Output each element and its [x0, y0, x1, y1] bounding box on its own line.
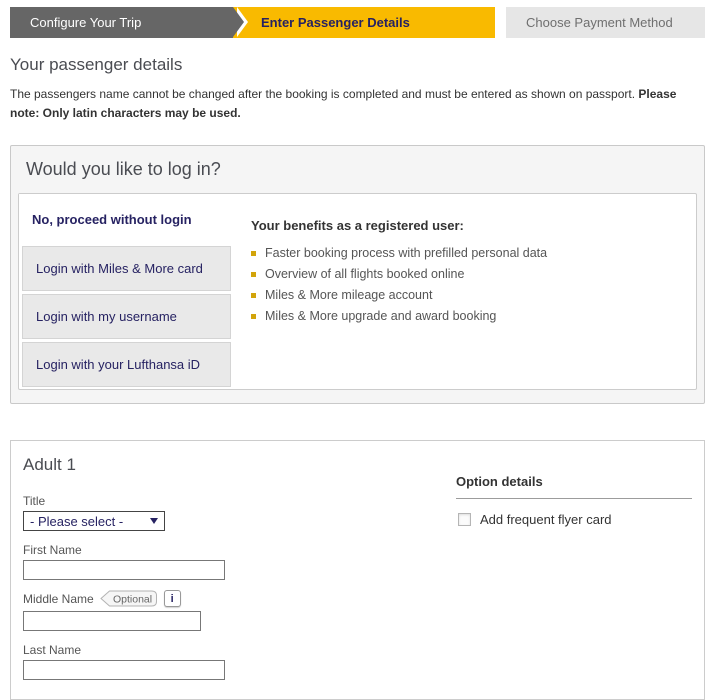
note-bold-text: Please note: Only latin characters may be used.	[10, 87, 677, 120]
chevron-down-icon	[150, 518, 158, 524]
divider	[456, 498, 692, 499]
middle-name-input[interactable]	[23, 611, 201, 631]
middle-name-label: Middle Name	[23, 591, 94, 606]
bullet-square-icon	[251, 272, 256, 277]
last-name-input[interactable]	[23, 660, 225, 680]
first-name-label: First Name	[23, 543, 82, 558]
last-name-label: Last Name	[23, 643, 82, 658]
wizard-step-payment-method[interactable]	[506, 7, 705, 38]
page	[0, 7, 716, 700]
passenger-section	[10, 440, 705, 700]
benefit-text: Overview of all flights booked online	[265, 267, 465, 282]
list-item	[251, 267, 696, 281]
bullet-square-icon	[251, 293, 256, 298]
title-select-value: - Please select -	[30, 513, 124, 529]
option-details-heading: Option details	[456, 474, 543, 490]
login-panel	[18, 193, 697, 390]
benefits-list	[251, 246, 696, 323]
wizard-step-label: Configure Your Trip	[30, 15, 142, 30]
wizard-step-passenger-details[interactable]	[233, 7, 495, 38]
wizard-steps	[10, 7, 705, 38]
frequent-flyer-label: Add frequent flyer card	[480, 512, 612, 528]
bullet-square-icon	[251, 314, 256, 319]
wizard-step-label: Choose Payment Method	[526, 15, 673, 30]
login-heading: Would you like to log in?	[26, 159, 221, 180]
benefit-text: Faster booking process with prefilled personal data	[265, 246, 548, 261]
benefits-panel	[231, 194, 696, 389]
login-tab-no-login[interactable]: No, proceed without login	[19, 194, 231, 245]
svg-text:Optional: Optional	[112, 593, 152, 606]
login-tab-list	[19, 194, 231, 389]
add-frequent-flyer-checkbox[interactable]	[458, 513, 471, 526]
middle-name-label-row	[23, 590, 456, 607]
wizard-step-label: Enter Passenger Details	[261, 15, 410, 30]
note-text: The passengers name cannot be changed after the booking is completed and must be entered as shown on passport.	[10, 87, 639, 101]
option-details-panel	[456, 453, 692, 699]
page-title: Your passenger details	[10, 55, 183, 74]
passport-note	[10, 85, 700, 122]
benefit-text: Miles & More mileage account	[265, 288, 433, 303]
list-item	[251, 309, 696, 323]
passenger-heading: Adult 1	[23, 455, 76, 475]
benefits-heading: Your benefits as a registered user:	[251, 218, 464, 234]
list-item	[251, 246, 696, 260]
list-item	[251, 288, 696, 302]
first-name-input[interactable]	[23, 560, 225, 580]
login-tab-lufthansa-id[interactable]: Login with your Lufthansa iD	[22, 342, 231, 387]
wizard-step-configure-trip[interactable]	[10, 7, 233, 38]
bullet-square-icon	[251, 251, 256, 256]
info-icon[interactable]: i	[164, 590, 181, 607]
login-section	[10, 145, 705, 404]
login-tab-username[interactable]: Login with my username	[22, 294, 231, 339]
frequent-flyer-row	[456, 512, 692, 527]
title-select[interactable]	[23, 511, 165, 531]
optional-badge	[100, 590, 158, 607]
login-tab-miles-more-card[interactable]: Login with Miles & More card	[22, 246, 231, 291]
title-label: Title	[23, 494, 46, 509]
passenger-form	[23, 453, 456, 699]
benefit-text: Miles & More upgrade and award booking	[265, 309, 497, 324]
